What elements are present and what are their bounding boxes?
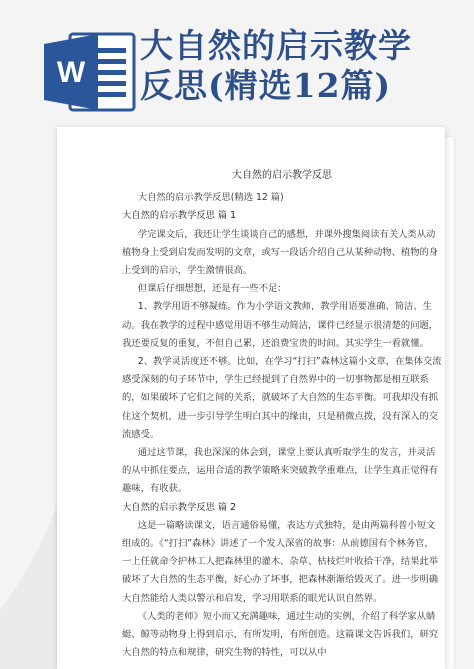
document-subtitle: 大自然的启示教学反思(精选 12 篇): [137, 192, 284, 204]
document-content: [122, 167, 442, 662]
paragraph: 1、教学用语不够凝练。作为小学语文教师，教学用语要准确、简洁、生动。我在教学的过程中感觉用语不够生动简洁，课件已经显示很清楚的问题，我还要反复的重复，不但自己累，还浪费宝贵的时间。其实学生一看就懂。: [122, 301, 439, 349]
headline-line-2: 反思(精选12篇): [140, 66, 392, 105]
section-heading-1: 大自然的启示教学反思 篇 1: [122, 210, 237, 222]
page-headline: [140, 26, 466, 106]
word-document-icon: [42, 30, 138, 114]
document-page: [57, 127, 445, 669]
paragraph: 这是一篇略读课文，语言通俗易懂，表达方式独特，是由两篇科普小短文组成的。《“打扫”森林》讲述了一个发人深省的故事：从前德国有个林务官，一上任就命令护林工人把森林里的灌木、杂草、枯枝烂叶收拾干净，结果此举破坏了大自然的生态平衡，好心办了坏事，把森林渐渐给毁灭了。进一步明确大自然能给人类以警示和启发，学习用联系的眼光认识自然界。: [122, 519, 439, 604]
paragraph: 学完课文后，我还让学生谈谈自己的感想，并课外搜集阅读有关人类从动植物身上受到启发而发明的文章，或写一段话介绍自己从某种动物、植物的身上受到的启示，学生激情很高。: [122, 228, 439, 277]
paragraph: 通过这节课，我也深深的体会到，课堂上要认真听取学生的发言，并灵活的从中抓住要点，运用合适的教学策略来突破教学重难点，让学生真正觉得有趣味，有收获。: [122, 447, 439, 495]
paragraph: 但课后仔细想想，还是有一些不足：: [137, 283, 287, 295]
paragraph: 《人类的老师》短小而又充满趣味，通过生动的实例，介绍了科学家从蜻蜓、鲸等动物身上得到启示，有所发明，有所创造。这篇课文告诉我们，研究大自然的特点和规律，研究生物的特性，可以从中: [122, 610, 439, 659]
word-logo-letter: W: [56, 56, 86, 89]
document-title: 大自然的启示教学反思: [232, 170, 332, 181]
headline-line-1: 大自然的启示教学: [140, 26, 412, 65]
document-preview: [57, 127, 453, 669]
section-heading-2: 大自然的启示教学反思 篇 2: [122, 501, 237, 513]
paragraph: 2、教学灵活度还不够。比如，在学习“打扫”森林这篇小文章，在集体交流感受深刻的句子环节中，学生已经提到了自然界中的一切事物都是相互联系的，如果破坏了它们之间的关系，就破坏了大自然的生态平衡。可我却没有抓住这个契机，进一步引导学生明白其中的缘由，只是稍微点拨，没有深入的交流感受。: [122, 356, 442, 440]
